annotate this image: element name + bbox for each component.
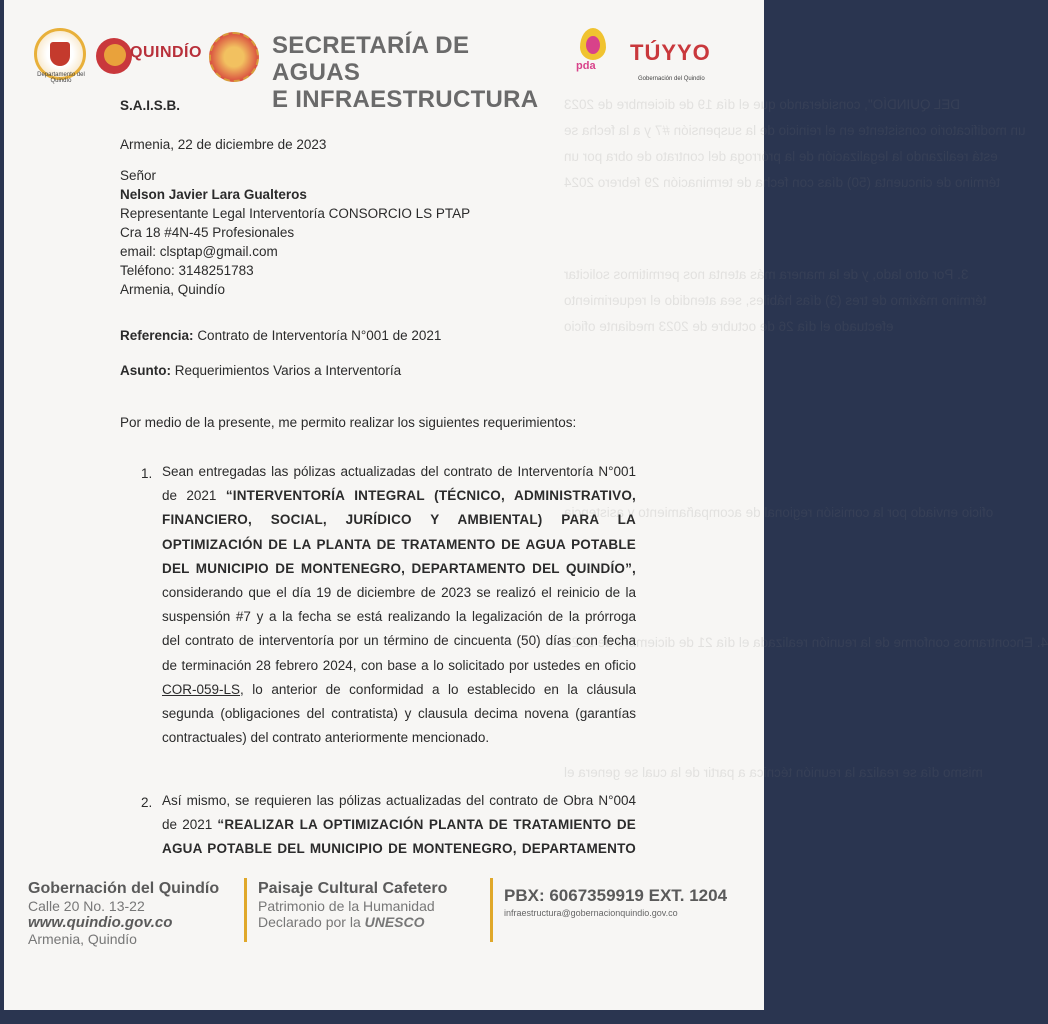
reference-value: Contrato de Interventoría N°001 de 2021 xyxy=(197,328,442,343)
footer-phone-block xyxy=(504,886,727,918)
pda-logo xyxy=(570,28,616,80)
item-1-line: DEL MUNICIPIO DE MONTENEGRO, DEPARTAMENTO DEL QUINDÍO”, xyxy=(162,560,636,576)
pda-logo-text: pda xyxy=(576,60,596,72)
bleed-through-text: término máximo de tres (3) días hábiles, sea atendido el requerimiento xyxy=(564,293,987,308)
recipient-city: Armenia, Quindío xyxy=(120,282,226,297)
footer-heritage-block xyxy=(258,880,447,930)
footer-city: Armenia, Quindío xyxy=(28,931,137,947)
item-2-line: AGUA POTABLE DEL MUNICIPIO DE MONTENEGRO, DEPARTAMENTO xyxy=(162,841,636,857)
footer-pbx: PBX: 6067359919 EXT. 1204 xyxy=(504,886,728,905)
item-1-line: OPTIMIZACIÓN DE LA PLANTA DE TRATAMENTO DE AGUA POTABLE xyxy=(162,536,636,552)
bleed-through-text: término de cincuenta (50) días con fecha de terminación 29 febrero 2024 xyxy=(564,175,1001,190)
item-2-paragraph xyxy=(162,789,636,862)
footer-email: infraestructura@gobernacionquindio.gov.co xyxy=(504,908,678,918)
item-1-line: de terminación 28 febrero 2024, con base a lo solicitado por ustedes en oficio xyxy=(162,657,636,673)
subject-line xyxy=(120,363,401,378)
letter-footer xyxy=(4,872,764,952)
tuyyo-logo-word: TÚYYO xyxy=(630,40,711,65)
item-1-line: suspensión #7 y a la fecha se está realizando la legalización de la prórroga xyxy=(162,609,636,625)
reference-label: Referencia: xyxy=(120,328,194,343)
bleed-through-text: oficio enviado por la comisión regional de acompañamiento y asistencia xyxy=(564,505,994,520)
bleed-through-text: está realizando la legalización de la prórroga del contrato de obra por un xyxy=(564,149,998,164)
secretariat-title-line1: SECRETARÍA DE AGUAS xyxy=(272,32,470,86)
quindio-logo xyxy=(96,38,200,74)
secretariat-emblem-logo xyxy=(209,32,259,82)
recipient-phone: Teléfono: 3148251783 xyxy=(120,263,254,278)
bleed-through-text: 4. Encontramos conforme de la reunión realizada el día 21 de diciembre de 2023 xyxy=(564,635,1048,650)
quindio-logo-word: QUINDÍO xyxy=(130,44,202,61)
subject-label: Asunto: xyxy=(120,363,171,378)
bleed-through-text: un modificatorio consistente en el reinicio de la suspensión #7 y a la fecha se xyxy=(564,123,1026,138)
office-code: S.A.I.S.B. xyxy=(120,98,181,113)
recipient-email: email: clsptap@gmail.com xyxy=(120,244,278,259)
recipient-role: Representante Legal Interventoría CONSORCIO LS PTAP xyxy=(120,206,471,221)
bleed-through-text: DEL QUINDÍO", considerando que el día 19 de diciembre de 2023 xyxy=(564,97,961,112)
item-1-number: 1. xyxy=(141,466,153,481)
footer-website: www.quindio.gov.co xyxy=(28,914,173,931)
footer-divider xyxy=(244,878,247,942)
item-1-line: Sean entregadas las pólizas actualizadas del contrato de Interventoría N°001 xyxy=(162,464,636,479)
secretariat-title xyxy=(272,32,562,113)
footer-org-name: Gobernación del Quindío xyxy=(28,880,220,897)
item-1-line: de 2021 “INTERVENTORÍA INTEGRAL (TÉCNICO, ADMINISTRATIVO, xyxy=(162,488,636,504)
footer-heritage-line1: Patrimonio de la Humanidad xyxy=(258,898,435,914)
bleed-through-text: efectuado el día 26 de octubre de 2023 mediante oficio xyxy=(564,319,894,334)
footer-heritage-line2: Declarado por la UNESCO xyxy=(258,914,425,930)
footer-address: Calle 20 No. 13-22 xyxy=(28,898,145,914)
footer-contact-block xyxy=(28,880,219,947)
item-2-line: Así mismo, se requieren las pólizas actualizadas del contrato de Obra N°004 xyxy=(162,793,636,808)
footer-heritage-title: Paisaje Cultural Cafetero xyxy=(258,880,448,897)
letter-page xyxy=(4,0,1048,1014)
recipient-address: Cra 18 #4N-45 Profesionales xyxy=(120,225,295,240)
intro-text: Por medio de la presente, me permito realizar los siguientes requerimientos: xyxy=(120,415,577,430)
item-1-line: COR-059-LS, lo anterior de conformidad a lo establecido en la cláusula xyxy=(162,681,636,697)
subject-value: Requerimientos Varios a Interventoría xyxy=(174,363,402,378)
recipient-name: Nelson Javier Lara Gualteros xyxy=(120,187,307,202)
department-seal-caption: Departamento del Quindío xyxy=(37,72,85,84)
item-1-line: FINANCIERO, SOCIAL, JURÍDICO Y AMBIENTAL) PARA LA xyxy=(162,512,636,528)
letter-date: Armenia, 22 de diciembre de 2023 xyxy=(120,137,327,152)
footer-divider xyxy=(490,878,493,942)
tuyyo-logo xyxy=(630,40,740,86)
bleed-through-text: mismo día se realiza la reunión técnica a partir de la cual se genera el xyxy=(564,765,983,780)
secretariat-title-line2: E INFRAESTRUCTURA xyxy=(272,86,539,113)
bleed-through-text: 3. Por otro lado, y de la manera más atenta nos permitimos solicitar xyxy=(564,267,969,282)
item-1-line: considerando que el día 19 de diciembre de 2023 se realizó el reinicio de la xyxy=(162,584,636,600)
office-reference-link: COR-059-LS xyxy=(162,681,241,697)
reference-line xyxy=(120,328,441,343)
item-1-line: segunda (obligaciones del contratista) y clausula decima novena (garantías xyxy=(162,705,636,721)
salutation: Señor xyxy=(120,168,157,183)
item-1-paragraph xyxy=(162,460,636,750)
tuyyo-logo-caption: Gobernación del Quindío xyxy=(638,76,705,82)
item-2-line: de 2021 “REALIZAR LA OPTIMIZACIÓN PLANTA DE TRATAMIENTO DE xyxy=(162,817,636,833)
background-surface xyxy=(0,1010,768,1024)
item-1-line: del contrato de interventoría por un término de cincuenta (50) días con fecha xyxy=(162,633,636,649)
item-2-number: 2. xyxy=(141,795,153,810)
item-1-line: contractuales) del contrato anteriormente mencionado. xyxy=(162,730,490,746)
